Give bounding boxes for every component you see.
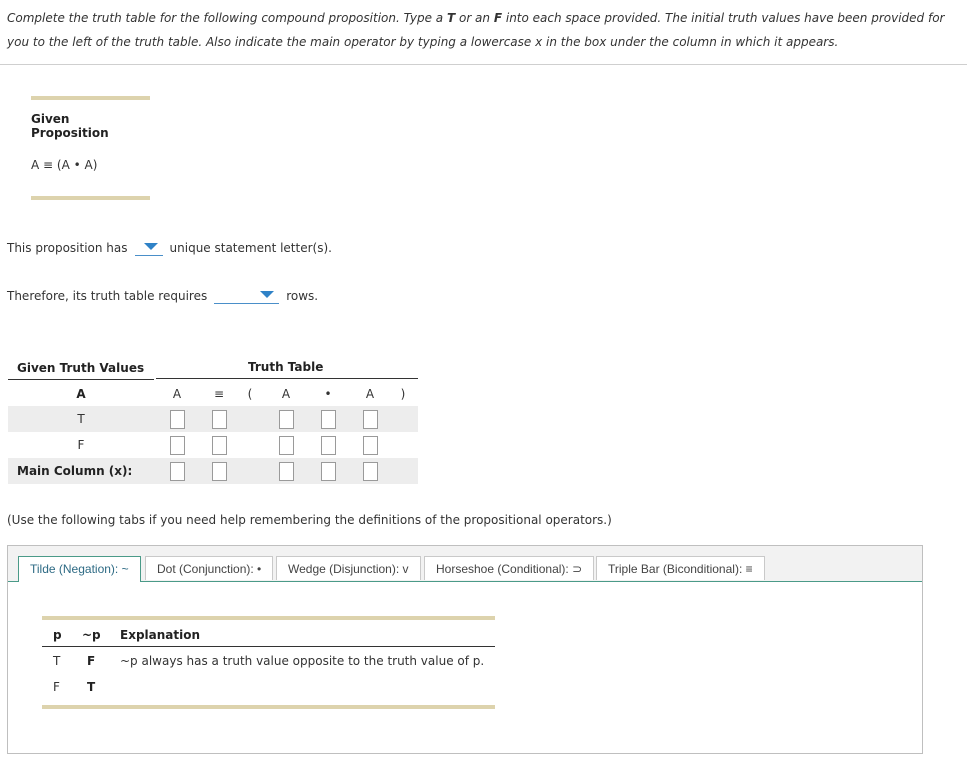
col-header: )	[400, 387, 406, 401]
given-value: F	[77, 438, 85, 452]
statement-letters-dropdown[interactable]	[135, 239, 163, 256]
col-not-p: ~p	[82, 628, 101, 642]
given-truth-values-header: Given Truth Values	[17, 361, 145, 375]
q2-after: rows.	[286, 288, 319, 303]
col-header: A	[281, 387, 291, 401]
tab-triple-bar[interactable]: Triple Bar (Biconditional): ≡	[596, 556, 765, 580]
col-explanation: Explanation	[120, 628, 201, 642]
col-header: A	[365, 387, 375, 401]
main-column-box[interactable]	[363, 462, 378, 481]
given-proposition-box	[31, 96, 150, 200]
given-proposition-title: Given Proposition	[31, 112, 109, 140]
q1-before: This proposition has	[7, 240, 128, 255]
main-column-label: Main Column (x):	[17, 464, 133, 478]
not-p-value: F	[87, 654, 96, 668]
col-header: A	[172, 387, 182, 401]
p-value: F	[53, 680, 60, 694]
main-column-box[interactable]	[321, 462, 336, 481]
instructions-t: T	[446, 11, 456, 25]
answer-box[interactable]	[321, 436, 336, 455]
col-header: ≡	[213, 387, 225, 401]
negation-table	[42, 616, 495, 709]
q1-after: unique statement letter(s).	[169, 240, 332, 255]
answer-box[interactable]	[363, 410, 378, 429]
given-col-a: A	[76, 387, 86, 401]
q2-before: Therefore, its truth table requires	[7, 288, 208, 303]
tab-dot[interactable]: Dot (Conjunction): •	[145, 556, 273, 580]
truth-row-f	[8, 432, 418, 458]
instructions-f: F	[493, 11, 503, 25]
answer-box[interactable]	[279, 436, 294, 455]
not-p-value: T	[87, 680, 96, 694]
question-statement-letters	[7, 239, 332, 256]
col-p: p	[53, 628, 62, 642]
given-value: T	[77, 412, 85, 426]
answer-box[interactable]	[170, 436, 185, 455]
main-column-box[interactable]	[212, 462, 227, 481]
bottom-rule	[42, 705, 495, 709]
negation-row	[42, 673, 495, 699]
truth-table-title: Truth Table	[248, 360, 324, 374]
question-rows	[7, 287, 318, 304]
answer-box[interactable]	[363, 436, 378, 455]
truth-row-t	[8, 406, 418, 432]
instructions: Complete the truth table for the following compound proposition. Type a T or an F into each space provided. The initial truth values have been provided for you to the left of the truth table. Also indicate the main operator by typing a lowercase x in the box under the column in which it appears.	[7, 11, 945, 49]
main-column-row	[8, 458, 418, 484]
main-column-box[interactable]	[279, 462, 294, 481]
negation-row	[42, 647, 495, 673]
tab-tilde[interactable]: Tilde (Negation): ~	[18, 556, 141, 582]
col-header: (	[247, 387, 253, 401]
operator-tabs-panel	[7, 545, 923, 754]
answer-box[interactable]	[212, 436, 227, 455]
rows-dropdown[interactable]	[214, 287, 279, 304]
top-rule	[31, 96, 150, 100]
answer-box[interactable]	[212, 410, 227, 429]
answer-box[interactable]	[279, 410, 294, 429]
tab-wedge[interactable]: Wedge (Disjunction): v	[276, 556, 421, 580]
given-proposition-expression: A ≡ (A • A)	[31, 158, 98, 172]
bottom-rule	[31, 196, 150, 200]
tab-horseshoe[interactable]: Horseshoe (Conditional): ⊃	[424, 556, 594, 580]
p-value: T	[53, 654, 61, 668]
chevron-down-icon	[260, 291, 274, 298]
tab-strip	[8, 546, 922, 582]
header-rule-right	[156, 378, 418, 379]
truth-table-header	[8, 358, 418, 378]
explanation: ~p always has a truth value opposite to the truth value of p.	[120, 654, 485, 668]
hint-text: (Use the following tabs if you need help remembering the definitions of the propositional operators.)	[7, 513, 612, 527]
header-rule-left	[8, 379, 154, 380]
divider	[0, 64, 967, 65]
main-column-box[interactable]	[170, 462, 185, 481]
chevron-down-icon	[144, 243, 158, 250]
col-header: •	[324, 387, 332, 401]
answer-box[interactable]	[170, 410, 185, 429]
answer-box[interactable]	[321, 410, 336, 429]
column-headers-row	[8, 381, 418, 407]
negation-header	[42, 620, 495, 647]
